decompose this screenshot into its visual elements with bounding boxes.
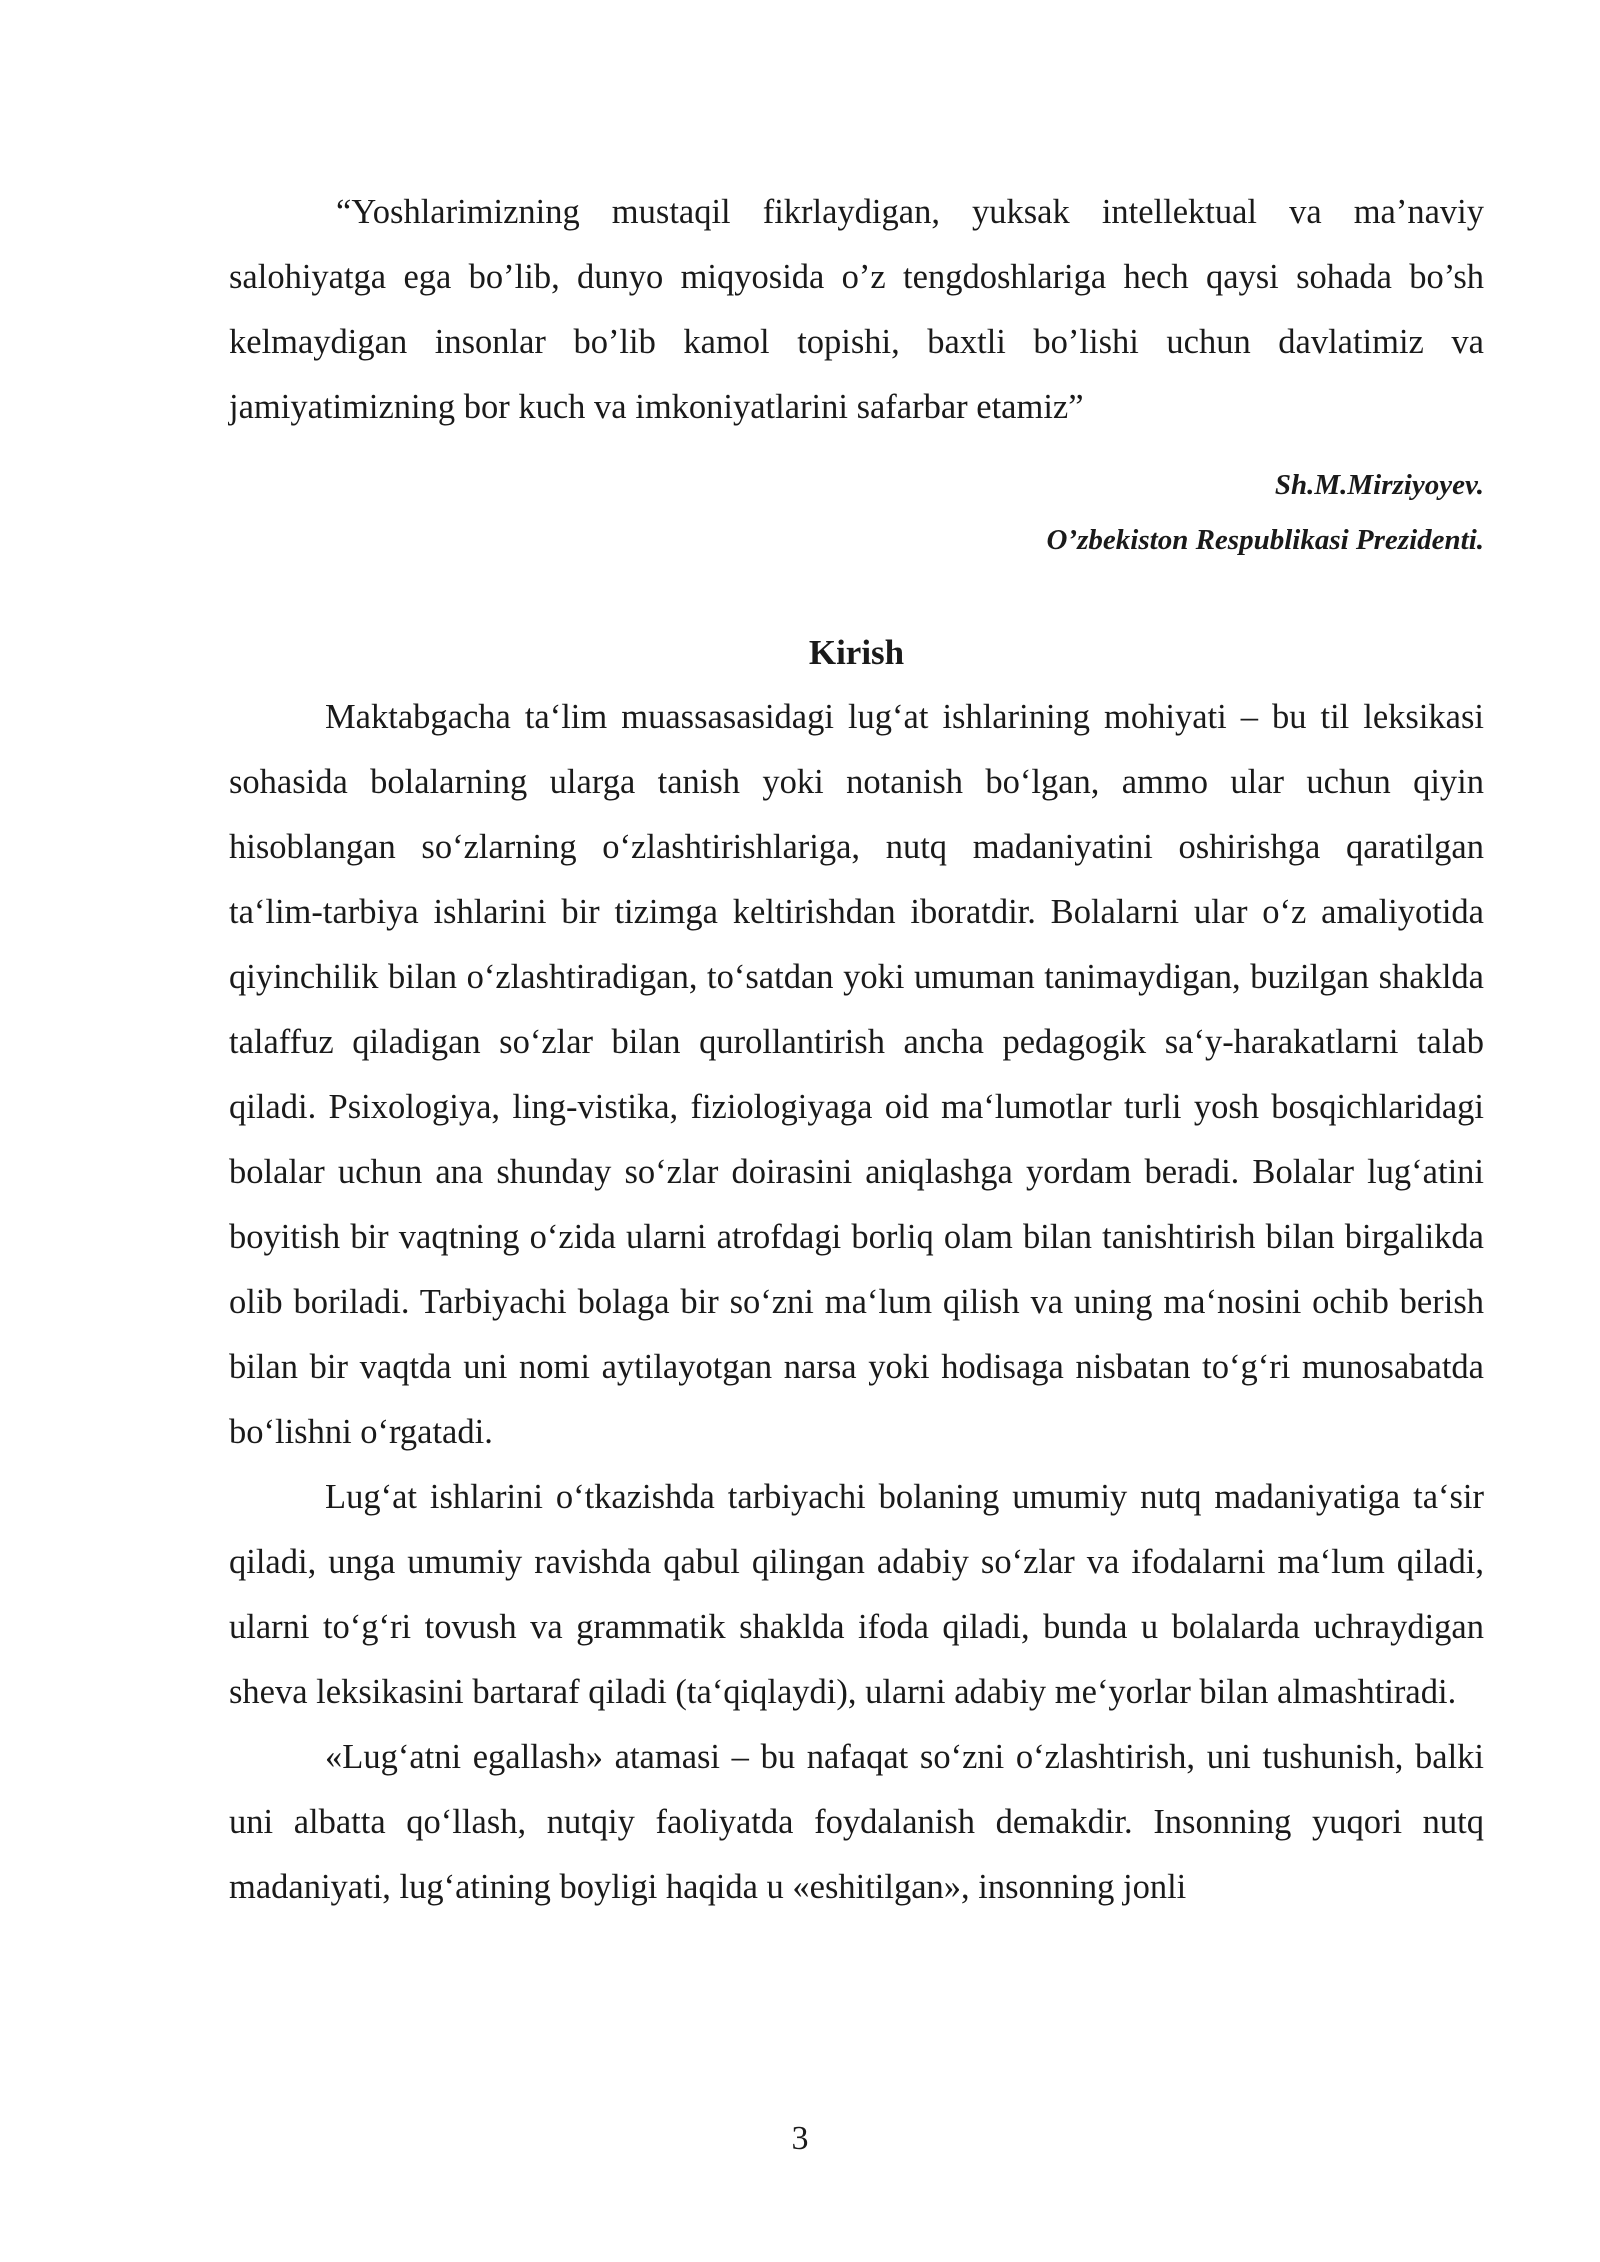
epigraph-author: Sh.M.Mirziyoyev. [1274, 469, 1484, 501]
body-paragraph: Maktabgacha ta‘lim muassasasidagi lug‘at ishlarining mohiyati – bu til leksikasi sohasida bolalarning ularga tanish yoki notanish bo‘lgan, ammo ular uchun qiyin hisoblangan so‘zlarning o‘zlashtirishlariga, nutq madaniyatini oshirishga qaratilgan ta‘lim-tarbiya ishlarini bir tizimga keltirishdan iboratdir. Bolalarni ular o‘z amaliyotida qiyinchilik bilan o‘zlashtiradigan, to‘satdan yoki umuman tanimaydigan, buzilgan shaklda talaffuz qiladigan so‘zlar bilan qurollantirish ancha pedagogik sa‘y-harakatlarni talab qiladi. Psixologiya, ling-vistika, fiziologiyaga oid ma‘lumotlar turli yosh bosqichlaridagi bolalar uchun ana shunday so‘zlar doirasini aniqlashga yordam beradi. Bolalar lug‘atini boyitish bir vaqtning o‘zida ularni atrofdagi borliq olam bilan tanishtirish bilan birgalikda olib boriladi. Tarbiyachi bolaga bir so‘zni ma‘lum qilish va uning ma‘nosini ochib berish bilan bir vaqtda uni nomi aytilayotgan narsa yoki hodisaga nisbatan to‘g‘ri munosabatda bo‘lishni o‘rgatadi. [229, 698, 1484, 1451]
epigraph-quote: “Yoshlarimizning mustaqil fikrlaydigan, yuksak intellektual va ma’naviy salohiyatga ega bo’lib, dunyo miqyosida o’z tengdoshlariga hech qaysi sohada bo’sh kelmaydigan insonlar bo’lib kamol topishi, baxtli bo’lishi uchun davlatimiz va jamiyatimizning bor kuch va imkoniyatlarini safarbar etamiz” [229, 193, 1484, 426]
epigraph-signature [229, 458, 1484, 568]
epigraph-author-title: O’zbekiston Respublikasi Prezidenti. [1046, 524, 1484, 556]
document-page [229, 180, 1484, 1920]
body-paragraph: Lug‘at ishlarini o‘tkazishda tarbiyachi bolaning umumiy nutq madaniyatiga ta‘sir qiladi, unga umumiy ravishda qabul qilingan adabiy so‘zlar va ifodalarni ma‘lum qiladi, ularni to‘g‘ri tovush va grammatik shaklda ifoda qiladi, bunda u bolalarda uchraydigan sheva leksikasini bartaraf qiladi (ta‘qiqlaydi), ularni adabiy me‘yorlar bilan almashtiradi. [229, 1478, 1484, 1711]
body-paragraph: «Lug‘atni egallash» atamasi – bu nafaqat so‘zni o‘zlashtirish, uni tushunish, balki uni albatta qo‘llash, nutqiy faoliyatda foydalanish demakdir. Insonning yuqori nutq madaniyati, lug‘atining boyligi haqida u «eshitilgan», insonning jonli [229, 1738, 1484, 1906]
page-number: 3 [791, 2120, 809, 2157]
section-heading: Kirish [808, 633, 905, 672]
